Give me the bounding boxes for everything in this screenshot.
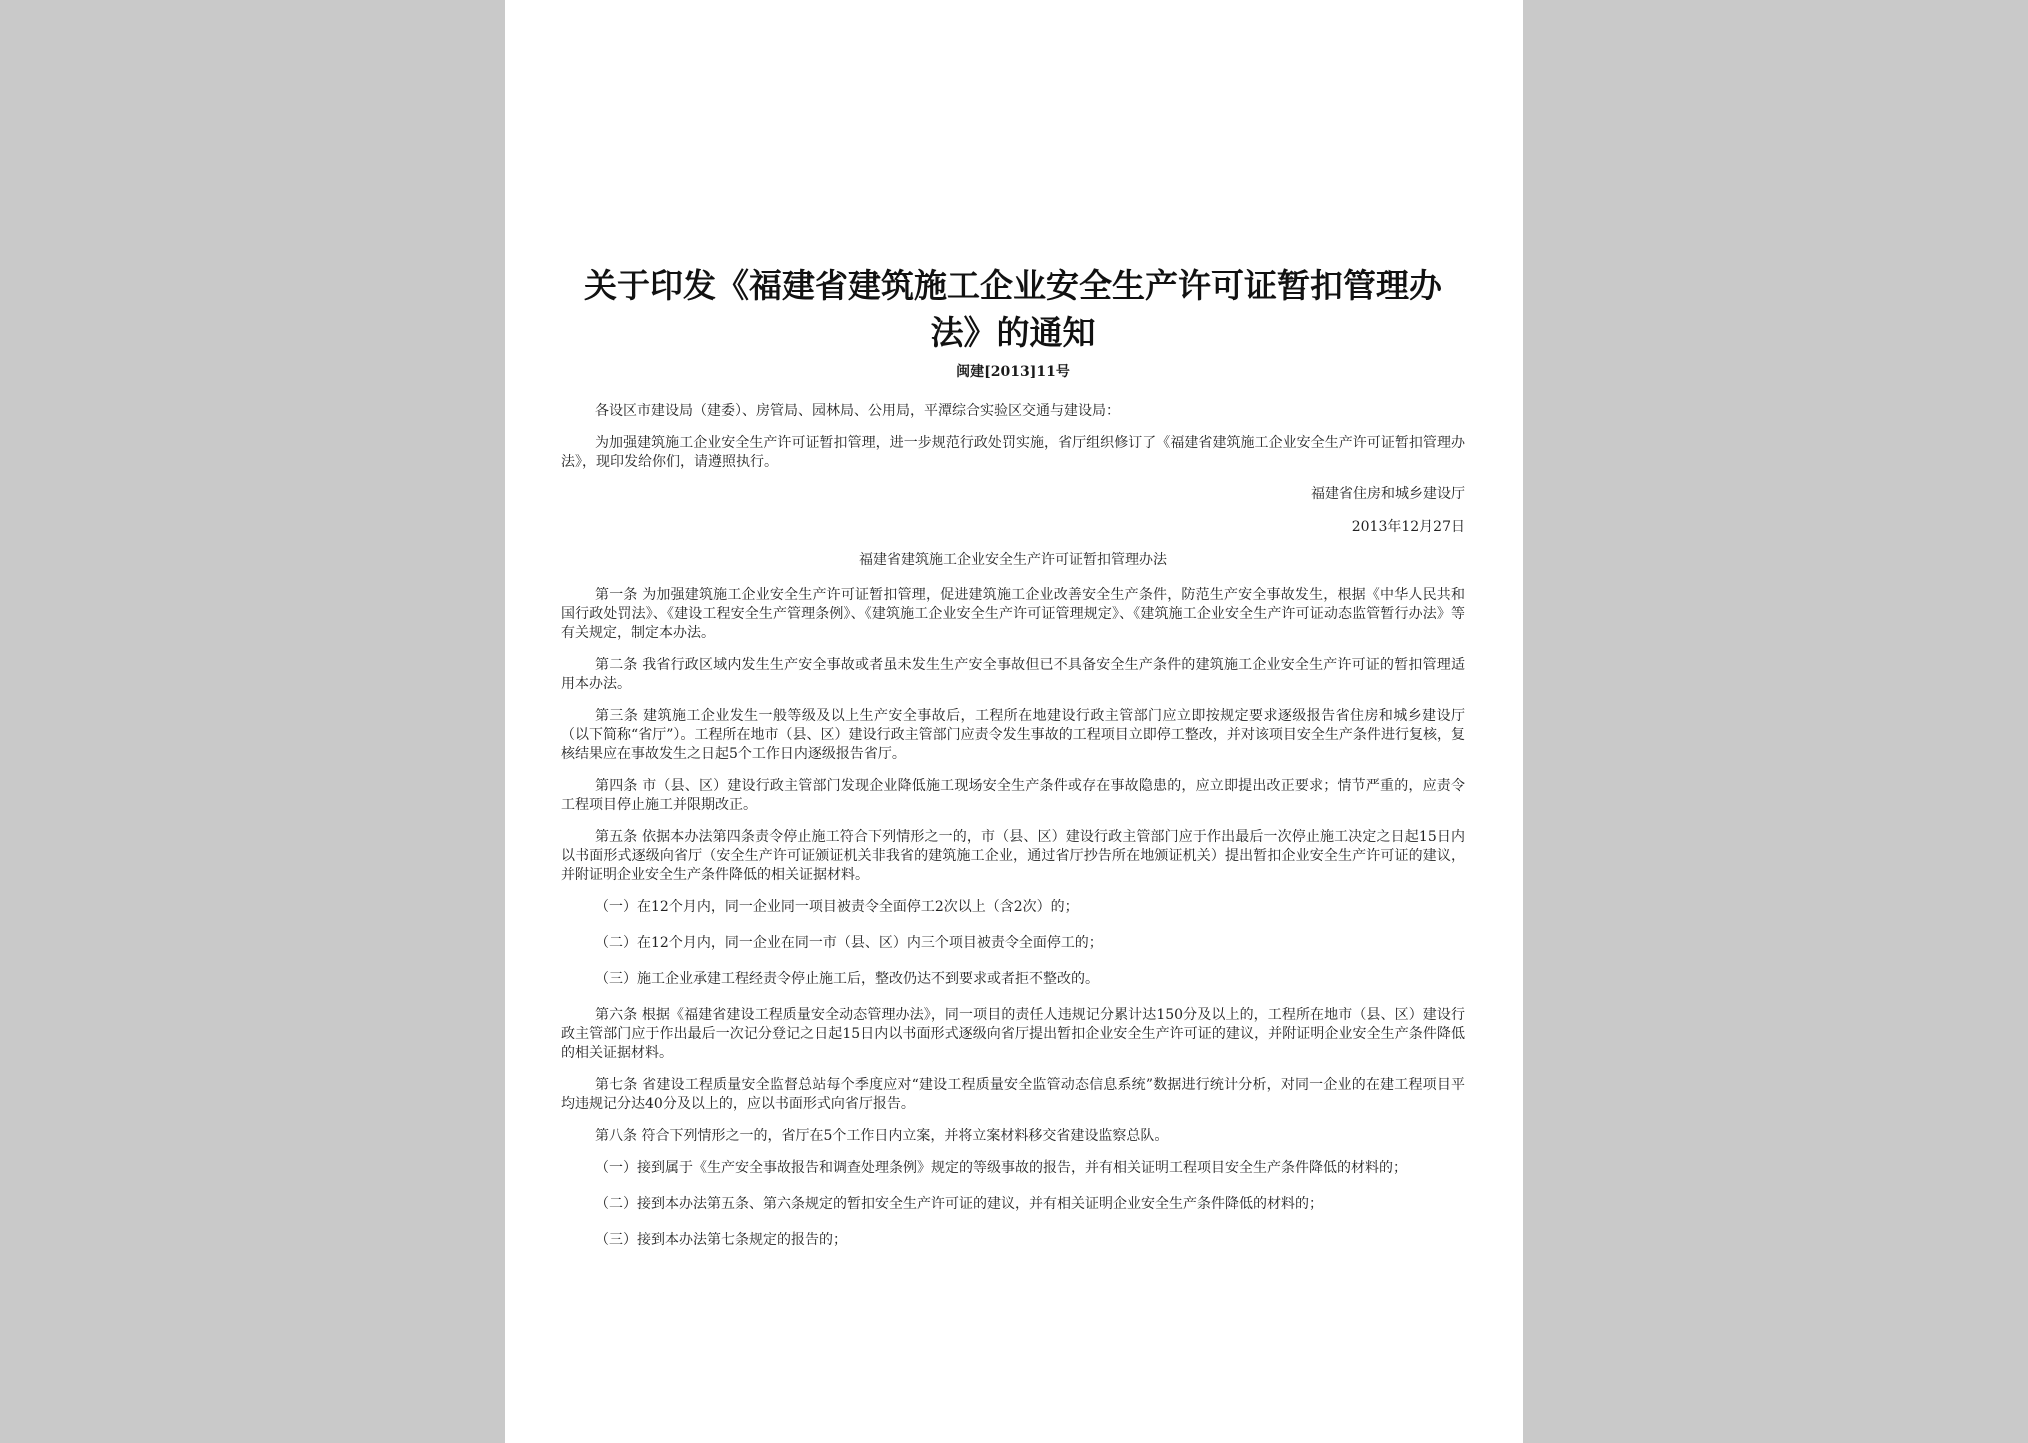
article-8-item: （一）接到属于《生产安全事故报告和调查处理条例》规定的等级事故的报告，并有相关证明工程项目安全生产条件降低的材料的；: [595, 1160, 1407, 1176]
article-5: 第五条 依据本办法第四条责令停止施工符合下列情形之一的，市（县、区）建设行政主管部门应于作出最后一次停止施工决定之日起15日内以书面形式逐级向省厅（安全生产许可证颁证机关非我省的建筑施工企业，通过省厅抄告所在地颁证机关）提出暂扣企业安全生产许可证的建议，并附证明企业安全生产条件降低的相关证据材料。: [561, 829, 1465, 883]
article-5-item: （一）在12个月内，同一企业同一项目被责令全面停工2次以上（含2次）的；: [595, 899, 1079, 915]
article-6: 第六条 根据《福建省建设工程质量安全动态管理办法》，同一项目的责任人违规记分累计达150分及以上的，工程所在地市（县、区）建设行政主管部门应于作出最后一次记分登记之日起15日内以书面形式逐级向省厅提出暂扣企业安全生产许可证的建议，并附证明企业安全生产条件降低的相关证据材料。: [561, 1007, 1465, 1061]
article-1: 第一条 为加强建筑施工企业安全生产许可证暂扣管理，促进建筑施工企业改善安全生产条件，防范生产安全事故发生，根据《中华人民共和国行政处罚法》、《建设工程安全生产管理条例》、《建筑施工企业安全生产许可证管理规定》、《建筑施工企业安全生产许可证动态监管暂行办法》等有关规定，制定本办法。: [561, 587, 1465, 641]
addressee: 各设区市建设局（建委）、房管局、园林局、公用局，平潭综合实验区交通与建设局：: [595, 403, 1120, 419]
document-number: 闽建[2013]11号: [956, 364, 1070, 380]
article-8-item: （三）接到本办法第七条规定的报告的；: [595, 1232, 847, 1248]
article-7: 第七条 省建设工程质量安全监督总站每个季度应对“建设工程质量安全监管动态信息系统”数据进行统计分析，对同一企业的在建工程项目平均违规记分达40分及以上的，应以书面形式向省厅报告。: [561, 1077, 1465, 1112]
article-5-item: （三）施工企业承建工程经责令停止施工后，整改仍达不到要求或者拒不整改的。: [595, 971, 1099, 987]
issuer: 福建省住房和城乡建设厅: [1311, 486, 1465, 502]
article-4: 第四条 市（县、区）建设行政主管部门发现企业降低施工现场安全生产条件或存在事故隐患的，应立即提出改正要求；情节严重的，应责令工程项目停止施工并限期改正。: [561, 778, 1465, 813]
article-8-item: （二）接到本办法第五条、第六条规定的暂扣安全生产许可证的建议，并有相关证明企业安全生产条件降低的材料的；: [595, 1196, 1323, 1212]
article-3: 第三条 建筑施工企业发生一般等级及以上生产安全事故后，工程所在地建设行政主管部门应立即按规定要求逐级报告省住房和城乡建设厅（以下简称“省厅”）。工程所在地市（县、区）建设行政主管部门应责令发生事故的工程项目立即停工整改，并对该项目安全生产条件进行复核，复核结果应在事故发生之日起5个工作日内逐级报告省厅。: [561, 708, 1465, 762]
regulation-title: 福建省建筑施工企业安全生产许可证暂扣管理办法: [859, 552, 1167, 568]
document-page: [505, 0, 1523, 1443]
issue-date: 2013年12月27日: [1351, 519, 1465, 535]
article-8: 第八条 符合下列情形之一的，省厅在5个工作日内立案，并将立案材料移交省建设监察总队。: [595, 1128, 1169, 1144]
article-5-item: （二）在12个月内，同一企业在同一市（县、区）内三个项目被责令全面停工的；: [595, 935, 1103, 951]
article-2: 第二条 我省行政区域内发生生产安全事故或者虽未发生生产安全事故但已不具备安全生产条件的建筑施工企业安全生产许可证的暂扣管理适用本办法。: [561, 657, 1465, 692]
document-title: 关于印发《福建省建筑施工企业安全生产许可证暂扣管理办法》的通知: [584, 266, 1442, 352]
intro-paragraph: 为加强建筑施工企业安全生产许可证暂扣管理，进一步规范行政处罚实施，省厅组织修订了《福建省建筑施工企业安全生产许可证暂扣管理办法》，现印发给你们，请遵照执行。: [561, 435, 1465, 470]
